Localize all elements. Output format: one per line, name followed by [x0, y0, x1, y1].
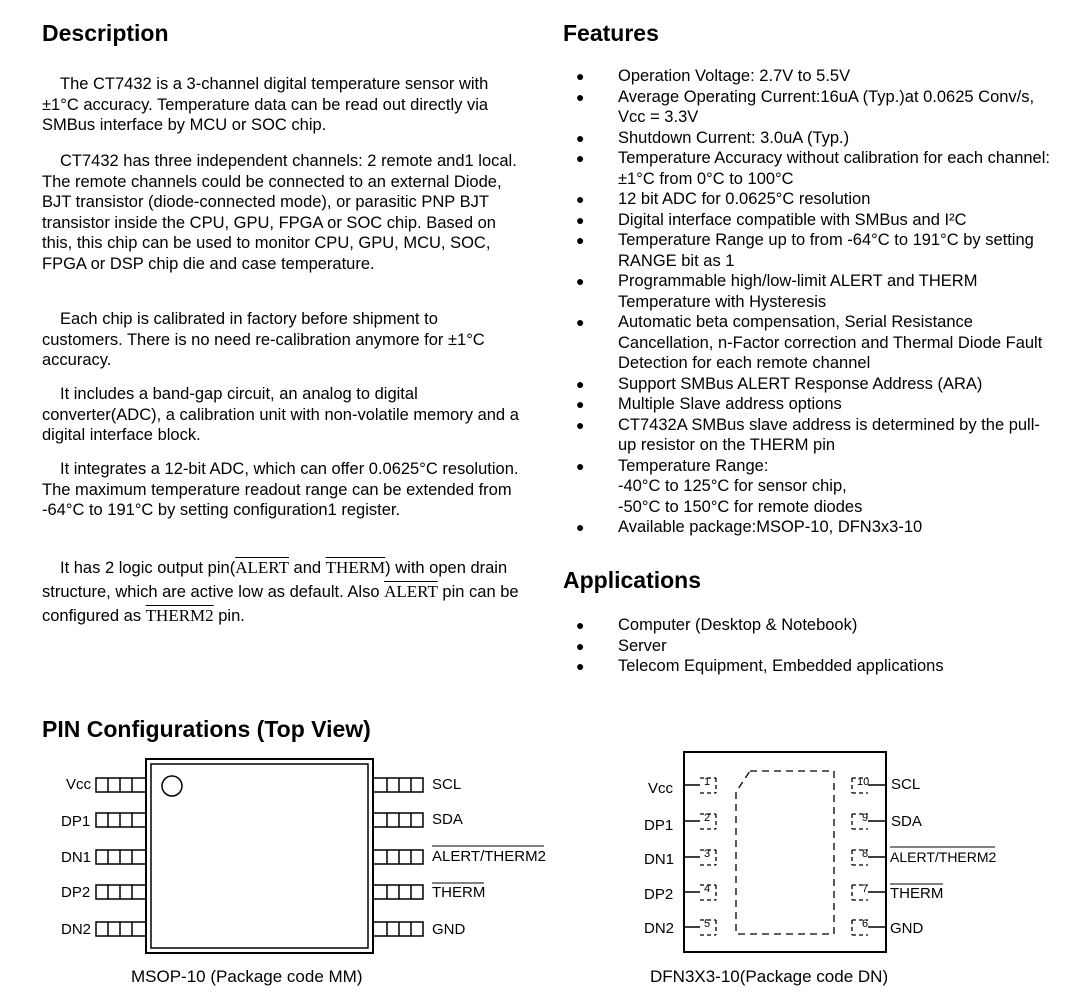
- feature-text: Programmable high/low-limit ALERT and THERM Temperature with Hysteresis: [618, 272, 978, 311]
- bullet-icon: ●: [576, 88, 585, 105]
- bullet-icon: ●: [576, 457, 585, 474]
- dfn-pin-label-dn2: DN2: [644, 920, 675, 937]
- feature-text: Automatic beta compensation, Serial Resistance Cancellation, n-Factor correction and Thermal Diode Fault Detection for each remote channel: [618, 313, 1043, 372]
- feature-text: Multiple Slave address options: [618, 395, 842, 413]
- bullet-icon: ●: [576, 150, 585, 166]
- dfn-pin-label-therm: THERM: [890, 885, 944, 902]
- msop-right-pin: [373, 778, 423, 792]
- feature-text: Digital interface compatible with SMBus and I²C: [618, 210, 967, 229]
- msop-left-pin: [96, 850, 146, 864]
- msop-pin-label-dp2: DP2: [61, 884, 91, 901]
- dfn-pin-number-3: 3: [704, 848, 711, 860]
- feature-text: Temperature Range:: [618, 456, 769, 475]
- msop-left-pin: [96, 922, 146, 936]
- dfn-pin-label-dn1: DN1: [644, 851, 675, 868]
- dfn-pin-number-8: 8: [862, 848, 869, 860]
- description-paragraph-3: Each chip is calibrated in factory before shipment to customers. There is no need re-calibration anymore for ±1°C accuracy.: [42, 310, 485, 369]
- therm-pin-name: THERM: [325, 558, 386, 577]
- dfn-pin-label-vcc: Vcc: [648, 780, 674, 797]
- msop-caption-name: MSOP-10: [131, 967, 206, 986]
- bullet-icon: ●: [576, 658, 585, 674]
- dfn-caption: [650, 967, 888, 987]
- features-heading: Features: [563, 20, 659, 46]
- alert-pin-name: ALERT: [235, 558, 289, 577]
- msop-package-body: [146, 759, 373, 953]
- msop-right-pin: [373, 850, 423, 864]
- dfn-pins: [684, 778, 886, 935]
- dfn-pin-number-2: 2: [704, 812, 711, 824]
- feature-text: 12 bit ADC for 0.0625°C resolution: [618, 190, 871, 208]
- pin-config-heading: PIN Configurations (Top View): [42, 716, 371, 742]
- msop-pin-label-alert-therm2: ALERT/THERM2: [432, 848, 546, 865]
- applications-heading: Applications: [563, 567, 702, 593]
- dfn-pin-number-1: 1: [704, 776, 711, 788]
- dfn-pin-number-4: 4: [704, 883, 711, 895]
- msop-right-pin: [373, 885, 423, 899]
- feature-text: Operation Voltage: 2.7V to 5.5V: [618, 67, 851, 85]
- dfn-pin-label-scl: SCL: [891, 776, 921, 793]
- msop-pin-label-dp1: DP1: [61, 813, 91, 830]
- therm2-pin-name: THERM2: [145, 606, 214, 625]
- feature-text: Average Operating Current:16uA (Typ.)at 0.0625 Conv/s, Vcc = 3.3V: [618, 87, 1035, 126]
- msop-left-pin: [96, 778, 146, 792]
- p6-text-a: It has 2 logic output pin(: [60, 559, 236, 577]
- description-paragraph-5: It integrates a 12-bit ADC, which can offer 0.0625°C resolution. The maximum temperature readout range can be extended from -64°C to 191°C by setting configuration1 register.: [42, 460, 519, 519]
- feature-subtext: -50°C to 150°C for remote diodes: [618, 497, 863, 516]
- dfn-pin-number-7: 7: [862, 883, 869, 895]
- bullet-icon: ●: [576, 637, 585, 654]
- bullet-icon: ●: [576, 416, 585, 433]
- msop-right-pin: [373, 922, 423, 936]
- bullet-icon: ●: [576, 232, 585, 248]
- description-paragraph-1: The CT7432 is a 3-channel digital temperature sensor with ±1°C accuracy. Temperature data can be read out directly via SMBus interface by MCU or SOC chip.: [42, 75, 489, 134]
- bullet-icon: ●: [576, 375, 585, 392]
- feature-text: Available package:MSOP-10, DFN3x3-10: [618, 518, 923, 536]
- msop-pin-label-therm: THERM: [432, 884, 486, 901]
- pin1-marker-icon: [162, 776, 182, 796]
- feature-text: CT7432A SMBus slave address is determined by the pull-up resistor on the THERM pin: [618, 415, 1040, 454]
- dfn-package-body: [684, 752, 886, 952]
- dfn-caption-code: (Package code DN): [739, 967, 889, 986]
- description-paragraph-4: It includes a band-gap circuit, an analog to digital converter(ADC), a calibration unit with non-volatile memory and a digital interface block.: [42, 385, 519, 444]
- msop-right-pin: [373, 813, 423, 827]
- msop-pin-label-gnd: GND: [432, 921, 466, 938]
- description-paragraph-2: CT7432 has three independent channels: 2 remote and1 local. The remote channels could be connected to an external Diode, BJT transistor (diode-connected mode), or parasitic PNP BJT transistor inside the CPU, GPU, FPGA or SOC chip. Based on this, this chip can be used to monitor CPU, GPU, MCU, SOC, FPGA or DSP chip die and case temperature.: [42, 152, 517, 273]
- bullet-icon: ●: [576, 129, 585, 146]
- dfn-pin-number-9: 9: [862, 812, 869, 824]
- alert-pin-name-2: ALERT: [384, 582, 438, 601]
- dfn-pin-number-6: 6: [862, 918, 869, 930]
- application-text: Telecom Equipment, Embedded applications: [618, 657, 944, 675]
- msop-pin-label-vcc: Vcc: [66, 776, 92, 793]
- feature-text: Shutdown Current: 3.0uA (Typ.): [618, 128, 850, 147]
- dfn-pin-label-sda: SDA: [891, 813, 922, 830]
- bullet-icon: ●: [576, 211, 585, 228]
- bullet-icon: ●: [576, 314, 585, 330]
- feature-text: Support SMBus ALERT Response Address (ARA): [618, 374, 983, 393]
- application-text: Computer (Desktop & Notebook): [618, 616, 858, 634]
- bullet-icon: ●: [576, 191, 585, 207]
- bullet-icon: ●: [576, 68, 585, 84]
- p6-text-c: pin can be configured as: [42, 583, 519, 625]
- dfn-pin-number-10: 10: [857, 776, 870, 788]
- bullet-icon: ●: [576, 273, 585, 289]
- dfn-pin-label-dp1: DP1: [644, 817, 674, 834]
- description-heading: Description: [42, 20, 169, 46]
- msop-pin-label-dn1: DN1: [61, 849, 92, 866]
- bullet-icon: ●: [576, 519, 585, 535]
- dfn-pin-label-alert-therm2: ALERT/THERM2: [890, 849, 997, 865]
- application-text: Server: [618, 636, 667, 655]
- msop-caption-code: (Package code MM): [205, 967, 363, 986]
- feature-text: Temperature Range up to from -64°C to 191°C by setting RANGE bit as 1: [618, 231, 1034, 270]
- msop-left-pin: [96, 813, 146, 827]
- p6-text-and: and: [288, 559, 326, 577]
- dfn-pin-label-dp2: DP2: [644, 886, 674, 903]
- p6-text-d: pin.: [213, 607, 245, 625]
- msop-left-pin: [96, 885, 146, 899]
- bullet-icon: ●: [576, 396, 585, 412]
- msop-pin-label-dn2: DN2: [61, 921, 92, 938]
- msop-pin-label-scl: SCL: [432, 776, 462, 793]
- p6-text-b: ) with open drain structure, which are active low as default. Also: [42, 559, 508, 601]
- bullet-icon: ●: [576, 617, 585, 633]
- msop-pin-label-sda: SDA: [432, 811, 463, 828]
- dfn-pin-number-5: 5: [704, 918, 711, 930]
- dfn-pin-label-gnd: GND: [890, 920, 924, 937]
- msop-caption: [131, 967, 362, 987]
- feature-subtext: -40°C to 125°C for sensor chip,: [618, 477, 847, 495]
- feature-text: Temperature Accuracy without calibration for each channel:±1°C from 0°C to 100°C: [618, 149, 1050, 188]
- dfn-caption-name: DFN3X3-10: [650, 967, 740, 986]
